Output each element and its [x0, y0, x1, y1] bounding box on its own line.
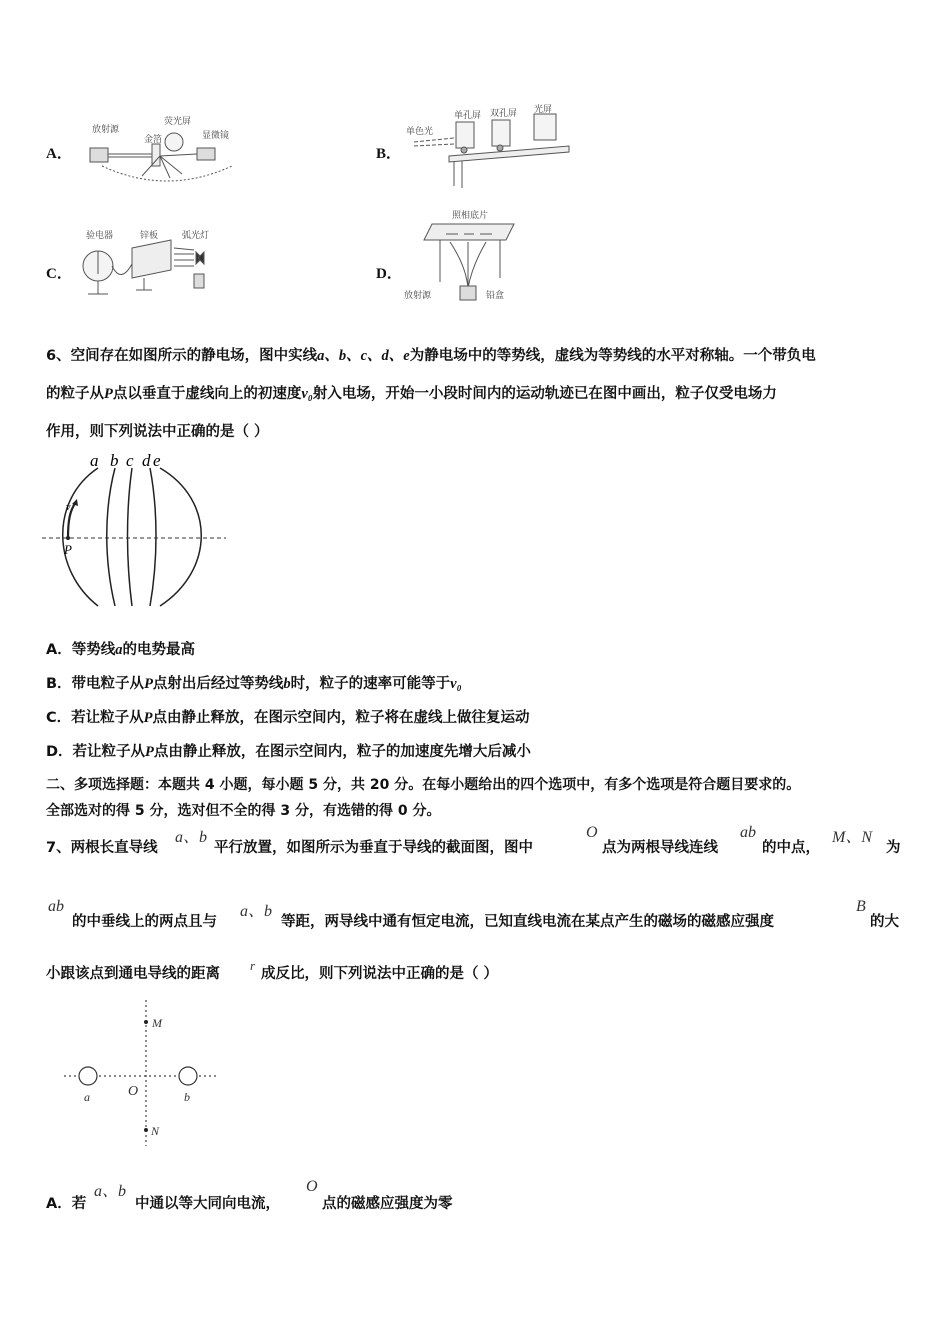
double-slit-figure	[404, 104, 574, 194]
q7-option-a-mid: 中通以等大同向电流，	[135, 1196, 280, 1212]
q7-t9: 小跟该点到通电导线的距离	[46, 966, 220, 982]
q7-math-ab4: a、b	[240, 903, 273, 920]
q7-option-a-math-ab: a、b	[94, 1183, 127, 1200]
fig-label-a: a	[90, 451, 99, 470]
q7-t10: 成反比，则下列说法中正确的是（ ）	[261, 966, 499, 982]
q6-option-c: C．若让粒子从P点由静止释放，在图示空间内，粒子将在虚线上做往复运动	[46, 710, 530, 726]
equipotential-figure	[40, 450, 230, 615]
q7-math-o: O	[586, 824, 598, 841]
q7-t6: 的中垂线上的两点且与	[72, 914, 217, 930]
fig-b-light: 单色光	[406, 126, 434, 136]
fig-label-p: P	[64, 542, 72, 557]
fig-c-electroscope: 验电器	[86, 230, 114, 240]
q7-option-a-end: 点的磁感应强度为零	[322, 1196, 453, 1212]
section2-heading-line2: 全部选对的得 5 分，选对但不全的得 3 分，有选错的得 0 分。	[46, 803, 441, 819]
fig-c-zinc-plate: 锌板	[140, 230, 159, 240]
fig7-label-m: M	[152, 1016, 162, 1030]
q7-math-b: B	[856, 898, 866, 915]
fig-a-screen: 荧光屏	[164, 116, 192, 126]
fig7-label-n: N	[151, 1124, 160, 1138]
q7-math-r: r	[250, 958, 256, 973]
fig-d-film: 照相底片	[452, 210, 489, 220]
fig-a-foil: 金箔	[144, 134, 163, 144]
q7-math-mn: M、N	[832, 829, 873, 846]
q6-stem-line2: 的粒子从P点以垂直于虚线向上的初速度v₀射入电场，开始一小段时间内的运动轨迹已在图中画出，粒子仅受电场力	[46, 386, 777, 402]
q6-option-b: B．带电粒子从P点射出后经过等势线b时，粒子的速率可能等于v₀	[46, 676, 462, 692]
option-d-label: D．	[376, 266, 402, 282]
q7-math-ab2: ab	[740, 824, 756, 841]
q7-t1: 7、两根长直导线	[46, 840, 158, 856]
q7-t4: 的中点，	[762, 840, 820, 856]
fig-b-single-slit: 单孔屏	[454, 110, 482, 120]
q7-option-a-prefix: A．若	[46, 1196, 87, 1212]
fig-label-d: d	[142, 451, 151, 470]
radioactive-deflection-figure	[402, 206, 542, 306]
fig-d-source: 放射源	[404, 290, 432, 300]
q7-math-ab: a、b	[175, 829, 208, 846]
q6-option-a: A．等势线a的电势最高	[46, 642, 195, 658]
section2-heading-line1: 二、多项选择题：本题共 4 小题，每小题 5 分，共 20 分。在每小题给出的四个选项中，有多个选项是符合题目要求的。	[46, 777, 801, 793]
fig-label-v: v	[66, 502, 71, 513]
q6-stem-line3: 作用，则下列说法中正确的是（ ）	[46, 424, 269, 440]
option-c-label: C．	[46, 266, 72, 282]
fig-d-lead-box: 铅盒	[486, 290, 505, 300]
q7-t8: 的大	[870, 914, 899, 930]
fig-b-double-slit: 双孔屏	[490, 108, 518, 118]
fig-label-c: c	[126, 451, 134, 470]
q7-math-ab3: ab	[48, 898, 64, 915]
fig-a-source: 放射源	[92, 124, 120, 134]
q7-t5: 为	[886, 840, 901, 856]
fig-label-e: e	[153, 451, 161, 470]
q7-option-a-math-o: O	[306, 1178, 318, 1195]
q7-t3: 点为两根导线连线	[602, 840, 718, 856]
q6-option-d: D．若让粒子从P点由静止释放，在图示空间内，粒子的加速度先增大后减小	[46, 744, 531, 760]
wires-cross-section-figure	[60, 996, 230, 1156]
fig7-label-b: b	[184, 1090, 190, 1104]
fig-a-microscope: 显微镜	[202, 130, 230, 140]
rutherford-scattering-figure	[82, 108, 252, 188]
fig-label-b: b	[110, 451, 119, 470]
option-a-label: A．	[46, 146, 72, 162]
q6-stem-line1: 6、空间存在如图所示的静电场，图中实线a、b、c、d、e为静电场中的等势线，虚线为等势线的水平对称轴。一个带负电	[46, 348, 816, 364]
photoelectric-figure	[76, 226, 236, 306]
fig7-label-a: a	[84, 1090, 90, 1104]
fig-b-screen: 光屏	[534, 104, 553, 114]
q7-t7: 等距，两导线中通有恒定电流，已知直线电流在某点产生的磁场的磁感应强度	[281, 914, 774, 930]
option-b-label: B．	[376, 146, 402, 162]
fig7-label-o: O	[128, 1084, 139, 1099]
q7-t2: 平行放置，如图所示为垂直于导线的截面图，图中	[214, 840, 533, 856]
fig-c-arc-lamp: 弧光灯	[182, 230, 210, 240]
